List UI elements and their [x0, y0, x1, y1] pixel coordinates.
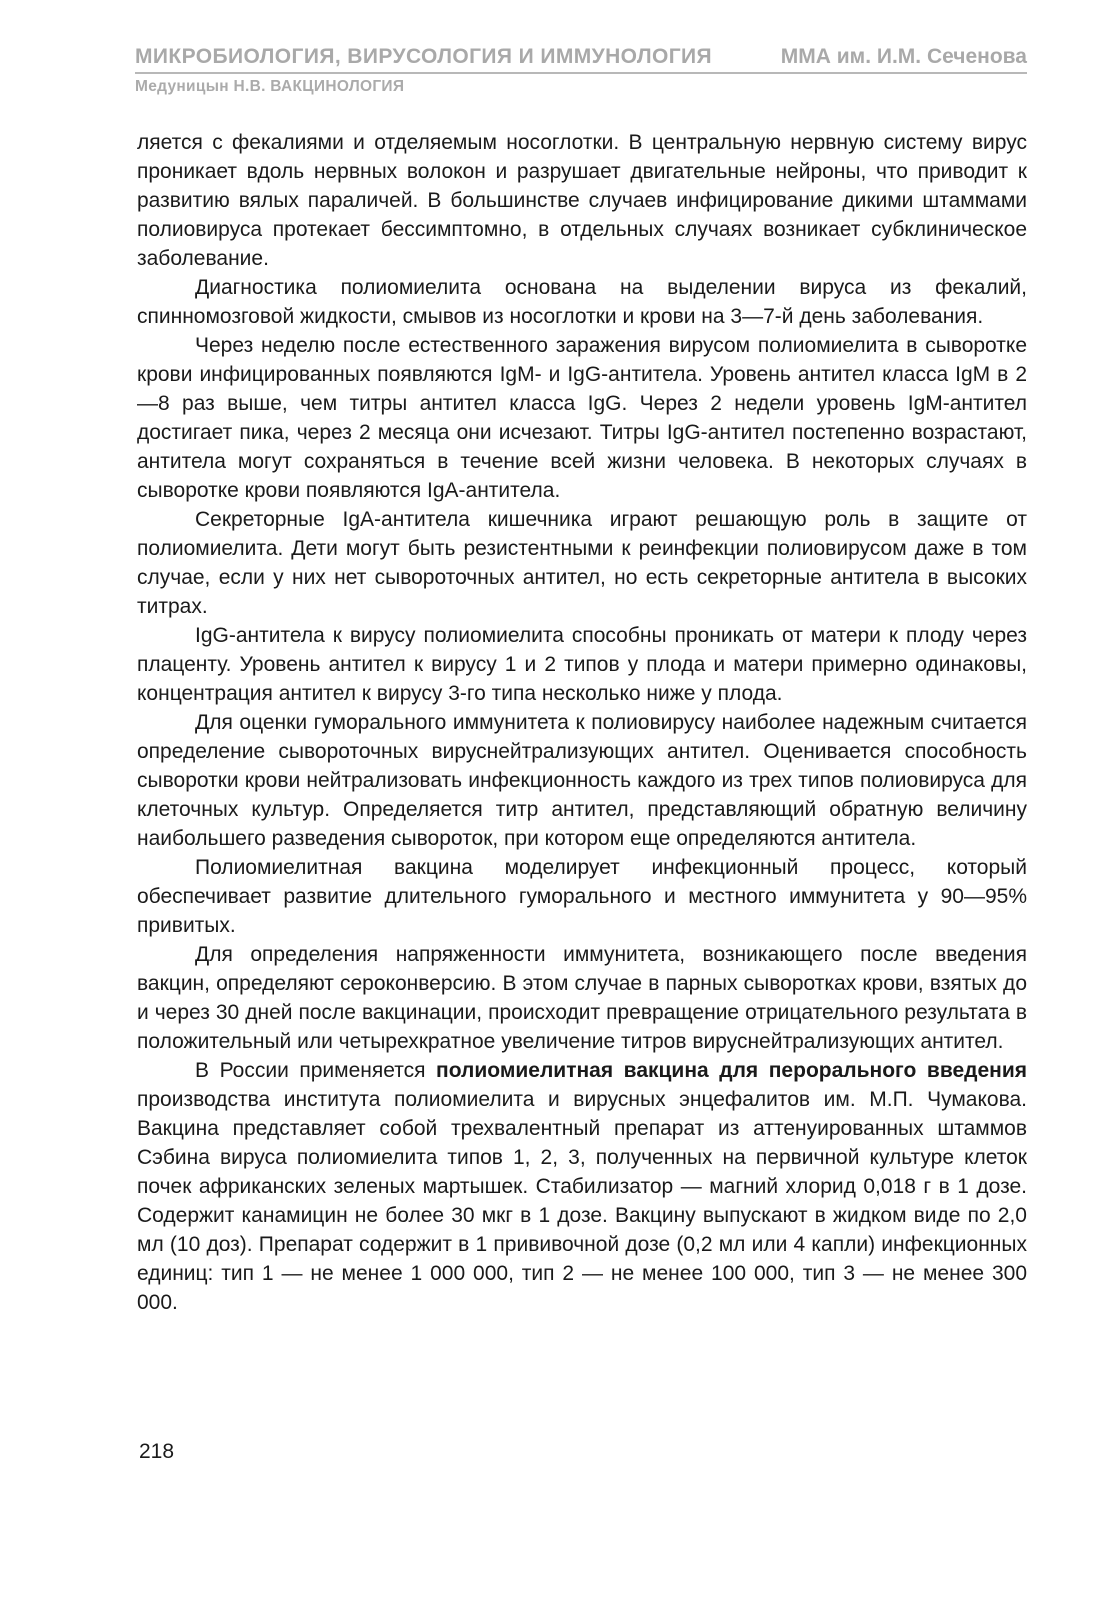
oral-vaccine-description: производства института полиомиелита и вирусных энцефалитов им. М.П. Чумакова. Вакцина представляет собой трехвалентный препарат из аттенуированных штаммов Сэбина вируса полиомиелита типов 1, 2, 3, полученных на первичной культуре клеток почек африканских зеленых мартышек. Стабилизатор — магний хлорид 0,018 г в 1 дозе. Содержит канамицин не более 30 мкг в 1 дозе. Вакцину выпускают в жидком виде по 2,0 мл (10 доз). Препарат содержит в 1 прививочной дозе (0,2 мл или 4 капли) инфекционных единиц: тип 1 — не менее 1 000 000, тип 2 — не менее 100 000, тип 3 — не менее 300 000. [137, 1088, 1027, 1314]
paragraph-antibody-dynamics: Через неделю после естественного заражения вирусом полиомиелита в сыворотке крови инфицированных появляются IgM- и IgG-антитела. Уровень антител класса IgM в 2—8 раз выше, чем титры антител класса IgG. Через 2 недели уровень IgM-антител достигает пика, через 2 месяца они исчезают. Титры IgG-антител постепенно возрастают, антитела могут сохраняться в течение всей жизни человека. В некоторых случаях в сыворотке крови появляются IgA-антитела. [137, 334, 1027, 502]
paragraph-vaccine-immunity: Полиомиелитная вакцина моделирует инфекционный процесс, который обеспечивает развитие длительного гуморального и местного иммунитета у 90—95% привитых. [137, 856, 1027, 937]
paragraph-diagnostics: Диагностика полиомиелита основана на выделении вируса из фекалий, спинномозговой жидкости, смывов из носоглотки и крови на 3—7-й день заболевания. [137, 276, 1027, 328]
body-text [137, 128, 1027, 1317]
oral-vaccine-lead: В России применяется [195, 1059, 437, 1082]
running-head-institution: ММА им. И.М. Сеченова [780, 45, 1027, 68]
page-number: 218 [139, 1440, 175, 1463]
running-head-rule [135, 44, 1027, 74]
paragraph-seroconversion: Для определения напряженности иммунитета, возникающего после введения вакцин, определяют сероконверсию. В этом случае в парных сыворотках крови, взятых до и через 30 дней после вакцинации, происходит превращение отрицательного результата в положительный или четырехкратное увеличение титров вируснейтрализующих антител. [137, 943, 1027, 1053]
oral-vaccine-term: полиомиелитная вакцина для перорального введения [436, 1059, 1027, 1082]
paragraph-oral-vaccine [137, 1056, 1027, 1317]
running-head [135, 44, 1027, 100]
running-head-course-title: МИКРОБИОЛОГИЯ, ВИРУСОЛОГИЯ И ИММУНОЛОГИЯ [135, 45, 713, 68]
paragraph-humoral-assessment: Для оценки гуморального иммунитета к полиовирусу наиболее надежным считается определение сывороточных вируснейтрализующих антител. Оценивается способность сыворотки крови нейтрализовать инфекционность каждого из трех типов полиовируса для клеточных культур. Определяется титр антител, представляющий обратную величину наибольшего разведения сывороток, при котором еще определяются антитела. [137, 711, 1027, 850]
paragraph-secretory-iga: Секреторные IgA-антитела кишечника играют решающую роль в защите от полиомиелита. Дети могут быть резистентными к реинфекции полиовирусом даже в том случае, если у них нет сывороточных антител, но есть секреторные антитела в высоких титрах. [137, 508, 1027, 618]
running-head-book-title: Медуницын Н.В. ВАКЦИНОЛОГИЯ [135, 78, 405, 95]
paragraph-continuation: ляется с фекалиями и отделяемым носоглотки. В центральную нервную систему вирус проникает вдоль нервных волокон и разрушает двигательные нейроны, что приводит к развитию вялых параличей. В большинстве случаев инфицирование дикими штаммами полиовируса протекает бессимптомно, в отдельных случаях возникает субклиническое заболевание. [137, 131, 1027, 270]
paragraph-placental-transfer: IgG-антитела к вирусу полиомиелита способны проникать от матери к плоду через плаценту. Уровень антител к вирусу 1 и 2 типов у плода и матери примерно одинаковы, концентрация антител к вирусу 3-го типа несколько ниже у плода. [137, 624, 1027, 705]
